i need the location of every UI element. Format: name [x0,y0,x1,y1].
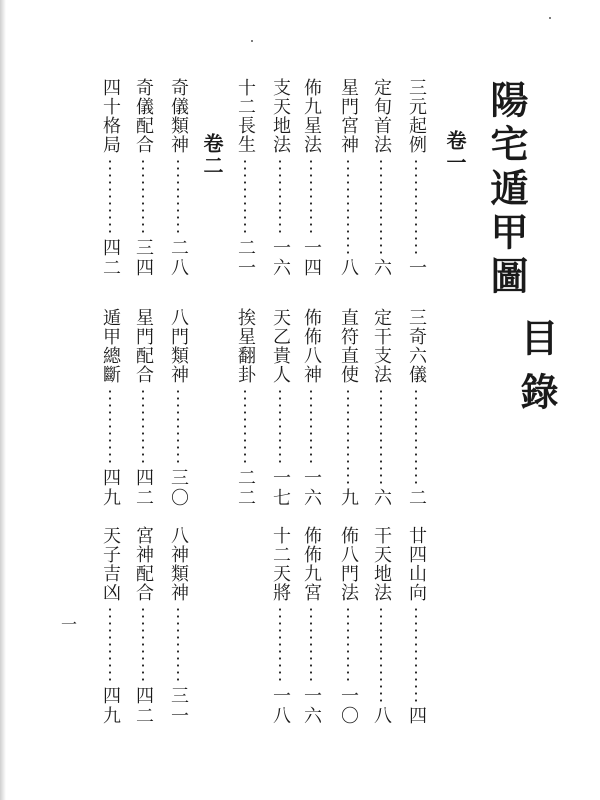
entry-title: 天子吉凶 [100,526,121,602]
entry-page: 二二 [235,468,256,508]
toc-entry[interactable] [333,308,363,508]
toc-entry[interactable] [333,526,363,726]
dot-leader [142,606,144,682]
entry-page: 二八 [168,238,189,278]
entry-title: 挨星翻卦 [235,308,256,384]
toc-entry[interactable] [128,526,158,726]
dot-leader [310,606,312,682]
entry-title: 干天地法 [371,526,392,602]
entry-page: 四九 [100,686,121,726]
dot-leader [142,158,144,234]
entry-title: 三奇六儀 [406,308,427,384]
dot-leader [109,606,111,682]
toc-entry[interactable] [128,308,158,508]
toc-entry[interactable] [366,526,396,726]
entry-page: 六 [371,488,392,508]
dot-leader [177,606,179,682]
entry-title: 天乙貴人 [270,308,291,384]
entry-page: 八 [371,706,392,726]
entry-title: 八門類神 [168,308,189,384]
toc-entry[interactable] [401,526,431,726]
entry-title: 奇儀配合 [133,78,154,154]
entry-title: 八神類神 [168,526,189,602]
entry-title: 佈佈八神 [301,308,322,384]
scan-speck [251,40,253,42]
dot-leader [380,388,382,484]
toc-entry[interactable] [163,526,193,726]
folio-number: 一 [61,615,78,634]
dot-leader [109,158,111,234]
entry-title: 星門配合 [133,308,154,384]
entry-title: 四十格局 [100,78,121,154]
entry-title: 十二長生 [235,78,256,154]
entry-title: 宮神配合 [133,526,154,602]
toc-entry[interactable] [296,308,326,508]
toc-entry[interactable] [401,78,431,278]
dot-leader [142,388,144,464]
scan-speck [549,17,551,19]
toc-title: 目錄 [514,318,559,426]
toc-entry[interactable] [230,308,260,508]
dot-leader [415,388,417,484]
dot-leader [279,606,281,682]
toc-entry[interactable] [265,526,295,726]
dot-leader [279,388,281,464]
toc-entry[interactable] [95,308,125,508]
entry-page: 四二 [100,238,121,278]
entry-page: 四二 [133,468,154,508]
entry-page: 一八 [270,686,291,726]
dot-leader [177,388,179,464]
entry-page: 三四 [133,238,154,278]
entry-title: 十二天將 [270,526,291,602]
entry-page: 一六 [270,238,291,278]
dot-leader [244,158,246,234]
entry-title: 定干支法 [371,308,392,384]
entry-page: 一〇 [338,686,359,726]
toc-entry[interactable] [296,526,326,726]
entry-title: 定旬首法 [371,78,392,154]
entry-title: 直符直使 [338,308,359,384]
entry-title: 遁甲總斷 [100,308,121,384]
entry-page: 六 [371,258,392,278]
entry-title: 佈八門法 [338,526,359,602]
toc-entry[interactable] [366,78,396,278]
toc-entry[interactable] [401,308,431,508]
dot-leader [244,388,246,464]
toc-entry[interactable] [296,78,326,278]
toc-entry[interactable] [366,308,396,508]
dot-leader [310,388,312,464]
entry-page: 四九 [100,468,121,508]
entry-page: 一六 [301,686,322,726]
entry-page: 一七 [270,468,291,508]
entry-title: 星門宮神 [338,78,359,154]
entry-page: 四 [406,706,427,726]
entry-page: 九 [338,488,359,508]
entry-title: 奇儀類神 [168,78,189,154]
volume-heading-1: 卷一 [443,130,467,174]
dot-leader [279,158,281,234]
toc-entry[interactable] [95,526,125,726]
entry-title: 三元起例 [406,78,427,154]
entry-title: 佈佈九宮 [301,526,322,602]
toc-entry[interactable] [95,78,125,278]
dot-leader [415,606,417,702]
entry-page: 二一 [235,238,256,278]
dot-leader [347,606,349,682]
dot-leader [347,388,349,484]
toc-entry[interactable] [163,78,193,278]
entry-page: 四二 [133,686,154,726]
toc-entry[interactable] [265,308,295,508]
dot-leader [177,158,179,234]
dot-leader [380,158,382,254]
entry-page: 八 [338,258,359,278]
toc-entry[interactable] [265,78,295,278]
toc-entry[interactable] [333,78,363,278]
entry-title: 佈九星法 [301,78,322,154]
entry-page: 三一 [168,686,189,726]
toc-entry[interactable] [163,308,193,508]
entry-page: 一四 [301,238,322,278]
volume-heading-2: 卷二 [200,133,224,177]
entry-page: 一 [406,258,427,278]
dot-leader [310,158,312,234]
toc-entry[interactable] [128,78,158,278]
entry-title: 廿四山向 [406,526,427,602]
entry-title: 支天地法 [270,78,291,154]
toc-entry[interactable] [230,78,260,278]
dot-leader [380,606,382,702]
entry-page: 一六 [301,468,322,508]
dot-leader [109,388,111,464]
entry-page: 二 [406,488,427,508]
page-edge [0,0,6,800]
book-title: 陽宅遁甲圖 [484,80,529,300]
dot-leader [415,158,417,254]
dot-leader [347,158,349,254]
entry-page: 三〇 [168,468,189,508]
